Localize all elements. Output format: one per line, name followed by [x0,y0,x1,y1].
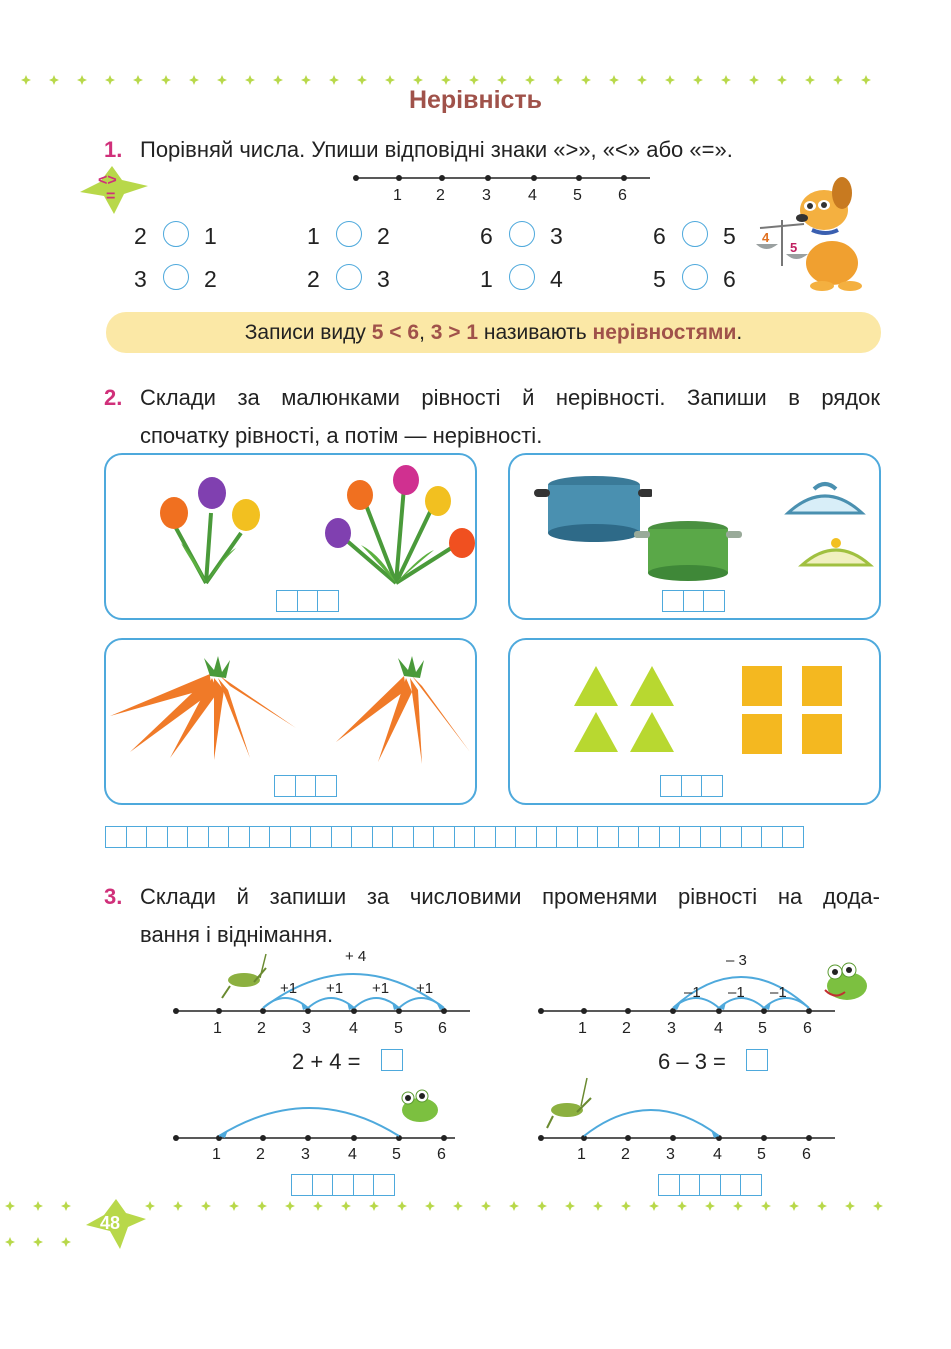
yellow-squares [740,664,844,758]
tick-label: 2 [257,1020,266,1037]
compare-answer-circle[interactable] [682,221,708,247]
decor-star [705,1201,715,1211]
compare-answer-circle[interactable] [509,264,535,290]
tick-label: 3 [666,1146,675,1163]
decor-star [677,1201,687,1211]
answer-cell[interactable] [577,826,599,848]
answer-cell[interactable] [351,826,373,848]
decor-star [21,75,31,85]
answer-cell[interactable] [372,826,394,848]
answer-cell[interactable] [249,826,271,848]
decor-star [609,75,619,85]
decor-star [133,75,143,85]
compare-left: 3 [134,266,147,292]
jump-label: + 4 [345,948,367,965]
answer-cell[interactable] [659,826,681,848]
decor-star [273,75,283,85]
compare-right: 5 [723,223,736,249]
task3-line2: вання і віднімання. [140,922,334,947]
answer-cell[interactable] [597,826,619,848]
tick-label: 2 [436,187,445,204]
tick-label: 3 [482,187,491,204]
decor-star [817,1201,827,1211]
tick-label: 1 [212,1146,221,1163]
tick-label: 5 [573,187,582,204]
tick-label: 6 [618,187,627,204]
compare-answer-circle[interactable] [509,221,535,247]
flowers-panel [104,453,477,620]
decor-star [369,1201,379,1211]
answer-cell[interactable] [146,826,168,848]
step-label: +1 [416,980,434,997]
decor-star [733,1201,743,1211]
decor-star [217,75,227,85]
decor-star [497,75,507,85]
task3-number: 3. [104,884,123,909]
grasshopper-icon [547,1078,591,1128]
carrots-bunch-small [334,654,474,770]
step-label: –1 [684,984,701,1001]
decor-star [61,1237,71,1247]
compare-left: 1 [307,223,320,249]
decor-star [201,1201,211,1211]
answer-cell[interactable] [167,826,189,848]
pots-panel [508,453,881,620]
decor-star [61,1201,71,1211]
decor-star [873,1201,883,1211]
answer-boxes[interactable] [274,775,336,797]
task3-line1: Склади й запиши за числовими променями рівності на дода- [140,884,880,909]
tick-label: 4 [714,1020,723,1037]
decor-star [637,75,647,85]
banner-sep: , [419,321,431,344]
page-title: Нерівність [408,86,543,114]
decor-star [553,75,563,85]
tick-label: 4 [528,187,537,204]
task1-number-line [350,172,655,184]
decor-star [229,1201,239,1211]
compare-right: 2 [204,266,217,292]
answer-boxes[interactable] [276,590,338,612]
tick-label: 5 [392,1146,401,1163]
decor-star [525,75,535,85]
decor-star [357,75,367,85]
decor-star [413,75,423,85]
answer-cell[interactable] [208,826,230,848]
decor-star [5,1201,15,1211]
numberline-3 [170,1082,455,1148]
compare-right: 6 [723,266,736,292]
grasshopper-icon [222,954,266,998]
decor-star [649,1201,659,1211]
tick-label: 1 [578,1020,587,1037]
frog-icon [825,963,867,1000]
decor-star [693,75,703,85]
banner-example: 5 < 6 [371,321,420,344]
answer-boxes[interactable] [658,1174,761,1196]
decor-star [789,1201,799,1211]
decor-star [805,75,815,85]
shapes-panel [508,638,881,805]
answer-cell[interactable] [700,826,722,848]
carrots-bunch-large [110,654,300,764]
tick-label: 6 [803,1020,812,1037]
answer-cell[interactable] [618,826,640,848]
blue-lid-icon [784,475,866,525]
tick-label: 3 [301,1146,310,1163]
answer-box[interactable] [746,1049,767,1071]
decor-star [469,75,479,85]
answer-cell[interactable] [413,826,435,848]
answer-cell[interactable] [474,826,496,848]
tulips-bouquet-small [146,473,276,588]
answer-boxes[interactable] [662,590,724,612]
carrots-panel [104,638,477,805]
decor-star [161,75,171,85]
tick-label: 4 [713,1146,722,1163]
answer-cell[interactable] [536,826,558,848]
answer-cell[interactable] [126,826,148,848]
decor-star [341,1201,351,1211]
answer-cell[interactable] [556,826,578,848]
decor-star [385,75,395,85]
task2-line1: Склади за малюнками рівності й нерівності. Запиши в рядок [140,385,880,410]
answer-cell[interactable] [761,826,783,848]
decor-star [5,1237,15,1247]
page-number-badge [86,1199,146,1249]
answer-cell[interactable] [782,826,804,848]
compare-left: 2 [307,266,320,292]
compare-right: 2 [377,223,390,249]
step-label: +1 [372,980,390,997]
scale-left-number: 4 [762,230,770,245]
green-triangles [574,664,678,754]
scale-right-number: 5 [790,240,798,255]
decor-star [285,1201,295,1211]
compare-signs-badge [76,166,148,214]
answer-cell[interactable] [679,826,701,848]
step-label: +1 [280,980,298,997]
answer-cell[interactable] [105,826,127,848]
answer-cell[interactable] [290,826,312,848]
answer-strip[interactable] [105,826,802,848]
compare-right: 1 [204,223,217,249]
task2-line2: спочатку рівності, а потім — нерівності. [140,423,543,448]
compare-left: 6 [653,223,666,249]
tick-label: 6 [438,1020,447,1037]
compare-answer-circle[interactable] [336,221,362,247]
decor-star [593,1201,603,1211]
numberline-subtraction [535,950,880,1020]
decor-star [565,1201,575,1211]
banner-text: Записи виду [244,321,372,344]
answer-cell[interactable] [495,826,517,848]
step-label: +1 [326,980,344,997]
jump-label: – 3 [726,952,747,969]
compare-left: 2 [134,223,147,249]
decor-star [245,75,255,85]
decor-star [537,1201,547,1211]
answer-cell[interactable] [269,826,291,848]
answer-cell[interactable] [741,826,763,848]
decor-star [145,1201,155,1211]
yellow-lid-icon [798,529,874,573]
decor-star [777,75,787,85]
tulips-bouquet-large [316,465,476,590]
compare-left: 6 [480,223,493,249]
answer-cell[interactable] [187,826,209,848]
decor-star [665,75,675,85]
answer-box[interactable] [381,1049,402,1071]
answer-cell[interactable] [310,826,332,848]
frog-icon [402,1090,438,1122]
decor-star [581,75,591,85]
decor-star [301,75,311,85]
tick-label: 5 [394,1020,403,1037]
tick-label: 1 [577,1146,586,1163]
answer-cell[interactable] [638,826,660,848]
decor-star [33,1237,43,1247]
tick-label: 3 [302,1020,311,1037]
tick-label: 6 [437,1146,446,1163]
tick-label: 5 [758,1020,767,1037]
page-number: 48 [100,1213,121,1233]
badge-signs: <> [98,172,117,189]
answer-cell[interactable] [515,826,537,848]
answer-boxes[interactable] [660,775,722,797]
decor-star [721,75,731,85]
tick-label: 3 [667,1020,676,1037]
decor-star [453,1201,463,1211]
decor-star [33,1201,43,1211]
tick-label: 1 [393,187,402,204]
decor-star [621,1201,631,1211]
decor-star [749,75,759,85]
decor-star [49,75,59,85]
task2-number: 2. [104,385,123,410]
decor-star [441,75,451,85]
compare-answer-circle[interactable] [336,264,362,290]
compare-answer-circle[interactable] [163,221,189,247]
decor-star [397,1201,407,1211]
decor-star [77,75,87,85]
decor-star [173,1201,183,1211]
step-label: –1 [770,984,787,1001]
decor-star [861,75,871,85]
equation-subtraction: 6 – 3 = [658,1049,726,1074]
decor-star [189,75,199,85]
answer-boxes[interactable] [291,1174,394,1196]
tick-label: 1 [213,1020,222,1037]
decor-star [845,1201,855,1211]
banner-example: 3 > 1 [430,321,479,344]
dog-with-scales-illustration [752,168,872,293]
banner-text: називають [478,321,593,344]
tick-label: 2 [622,1020,631,1037]
task1-text: Порівняй числа. Упиши відповідні знаки «>», «<» або «=». [140,137,733,162]
decor-star [105,75,115,85]
green-pot-icon [632,519,742,585]
decor-star [313,1201,323,1211]
answer-cell[interactable] [392,826,414,848]
compare-right: 3 [550,223,563,249]
tick-label: 2 [256,1146,265,1163]
compare-answer-circle[interactable] [682,264,708,290]
decor-star [257,1201,267,1211]
tick-label: 4 [348,1146,357,1163]
banner-term: нерівностями [592,321,737,344]
tick-label: 6 [802,1146,811,1163]
compare-left: 1 [480,266,493,292]
compare-right: 3 [377,266,390,292]
decor-star [833,75,843,85]
tick-label: 2 [621,1146,630,1163]
answer-cell[interactable] [454,826,476,848]
banner-end: . [736,321,743,344]
decor-star [481,1201,491,1211]
answer-cell[interactable] [331,826,353,848]
tick-label: 5 [757,1146,766,1163]
tick-label: 4 [349,1020,358,1037]
equation-addition: 2 + 4 = [292,1049,361,1074]
decor-star [761,1201,771,1211]
badge-equal: = [106,188,116,205]
step-label: –1 [728,984,745,1001]
decor-star [329,75,339,85]
answer-cell[interactable] [433,826,455,848]
compare-left: 5 [653,266,666,292]
answer-cell[interactable] [228,826,250,848]
decor-star [425,1201,435,1211]
answer-cell[interactable] [720,826,742,848]
decor-star [509,1201,519,1211]
compare-right: 4 [550,266,563,292]
numberline-4 [535,1072,840,1148]
task1-number: 1. [104,137,123,162]
compare-answer-circle[interactable] [163,264,189,290]
definition-banner [106,312,881,353]
